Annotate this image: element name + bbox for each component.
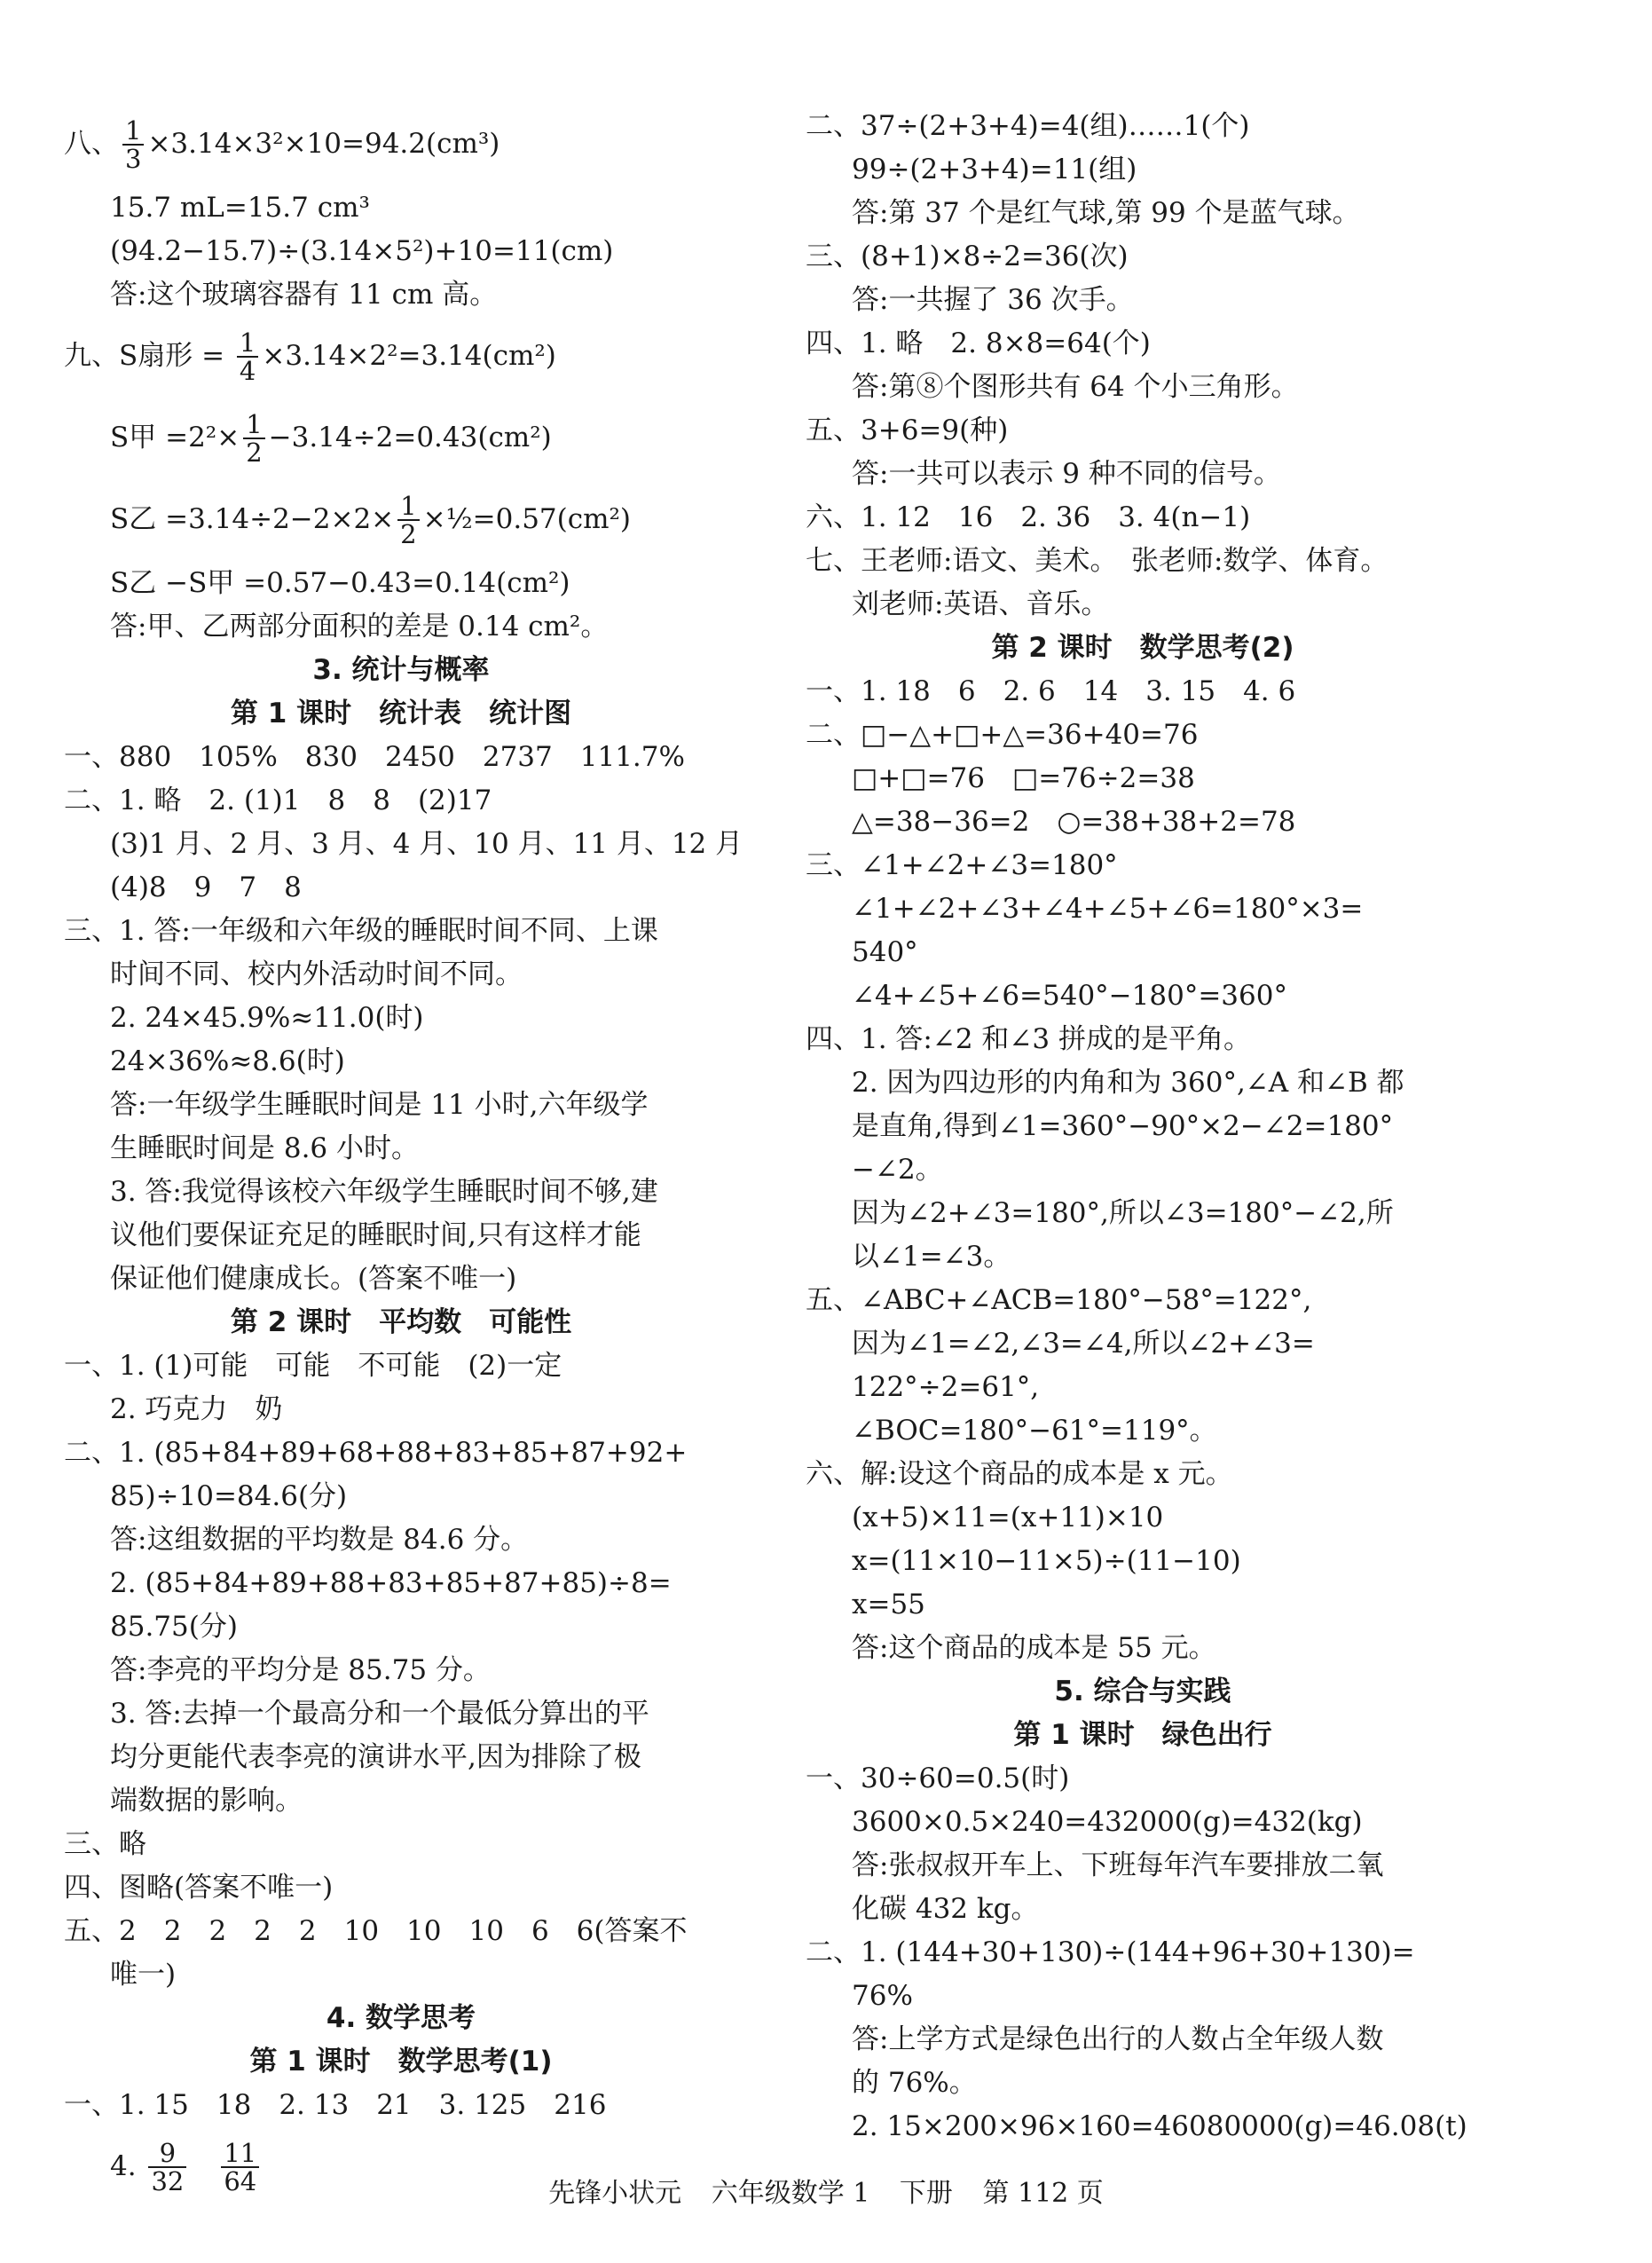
answer-line: 答:这组数据的平均数是 84.6 分。 [110, 1524, 529, 1556]
fraction-numerator: 1 [397, 493, 419, 521]
text-run: −3.14÷2=0.43(cm²) [268, 421, 552, 453]
text-run: 九、S扇形 = [64, 339, 233, 372]
text-run: ×3.14×2²=3.14(cm²) [262, 339, 556, 372]
answer-line: 以∠1=∠3。 [852, 1241, 1011, 1273]
answer-line: 答:一共握了 36 次手。 [852, 284, 1134, 316]
fraction-denominator: 4 [239, 356, 256, 387]
fraction-numerator: 1 [237, 329, 258, 358]
answer-line: 是直角,得到∠1=360°−90°×2−∠2=180° [852, 1110, 1394, 1142]
answer-line: 的 76%。 [852, 2067, 977, 2099]
answer-line: (3)1 月、2 月、3 月、4 月、10 月、11 月、12 月 [110, 828, 743, 860]
answer-line: 一、1. 18 6 2. 6 14 3. 15 4. 6 [806, 675, 1296, 707]
fraction-denominator: 2 [246, 438, 263, 469]
fraction-numerator: 1 [122, 117, 144, 146]
fraction-denominator: 64 [224, 2166, 257, 2197]
answer-line: 答:上学方式是绿色出行的人数占全年级人数 [852, 2023, 1384, 2055]
fraction-numerator: 1 [243, 411, 264, 439]
answer-line: 五、2 2 2 2 2 10 10 10 6 6(答案不 [64, 1915, 688, 1947]
fraction [397, 493, 419, 548]
answer-line: △=38−36=2 ○=38+38+2=78 [852, 806, 1296, 838]
fraction-numerator: 9 [148, 2140, 186, 2168]
text-run: 4. [110, 2149, 146, 2182]
answer-line: 答:第⑧个图形共有 64 个小三角形。 [852, 371, 1299, 403]
answer-line: 2. 因为四边形的内角和为 360°,∠A 和∠B 都 [852, 1067, 1404, 1099]
answer-line-with-fraction [64, 105, 738, 186]
fraction-denominator: 3 [125, 144, 142, 175]
answer-line: 540° [852, 936, 918, 968]
section-heading: 4. 数学思考 [326, 2002, 476, 2034]
answer-line: 答:一共可以表示 9 种不同的信号。 [852, 458, 1281, 490]
footer-volume: 下册 [899, 2178, 953, 2209]
text-run: S甲 =2²× [110, 421, 240, 453]
answer-line: 二、1. (85+84+89+68+88+83+85+87+92+ [64, 1437, 688, 1469]
answer-line-with-fraction [64, 480, 738, 562]
answer-line: x=(11×10−11×5)÷(11−10) [852, 1545, 1241, 1577]
answer-line: x=55 [852, 1589, 925, 1620]
answer-line: 85)÷10=84.6(分) [110, 1480, 348, 1512]
answer-line: (4)8 9 7 8 [110, 871, 302, 903]
answer-line: 85.75(分) [110, 1611, 238, 1643]
answer-line: (x+5)×11=(x+11)×10 [852, 1502, 1164, 1534]
answer-line: 三、(8+1)×8÷2=36(次) [806, 240, 1129, 272]
answer-line: 3600×0.5×240=432000(g)=432(kg) [852, 1806, 1363, 1838]
answer-line: 六、解:设这个商品的成本是 x 元。 [806, 1458, 1233, 1490]
fraction [122, 117, 144, 173]
answer-line: ∠4+∠5+∠6=540°−180°=360° [852, 980, 1287, 1012]
answer-line: 二、37÷(2+3+4)=4(组)……1(个) [806, 110, 1250, 142]
answer-line: 二、1. (144+30+130)÷(144+96+30+130)= [806, 1936, 1415, 1968]
answer-line: 3. 答:我觉得该校六年级学生睡眠时间不够,建 [110, 1176, 658, 1208]
answer-line: 15.7 mL=15.7 cm³ [110, 192, 370, 224]
answer-line: 答:第 37 个是红气球,第 99 个是蓝气球。 [852, 197, 1360, 229]
answer-line: 一、880 105% 830 2450 2737 111.7% [64, 741, 685, 773]
answer-line: 刘老师:英语、音乐。 [852, 588, 1109, 620]
footer-brand: 先锋小状元 [548, 2178, 682, 2209]
answer-line: 端数据的影响。 [110, 1785, 303, 1817]
answer-line: 六、1. 12 16 2. 36 3. 4(n−1) [806, 501, 1251, 533]
answer-line: 因为∠1=∠2,∠3=∠4,所以∠2+∠3= [852, 1328, 1315, 1360]
text-run: S乙 =3.14÷2−2×2× [110, 502, 395, 535]
answer-line: (94.2−15.7)÷(3.14×5²)+10=11(cm) [110, 235, 614, 267]
fraction [243, 411, 264, 467]
answer-line: 2. 巧克力 奶 [110, 1393, 283, 1425]
answer-line: 保证他们健康成长。(答案不唯一) [110, 1263, 517, 1295]
section-heading: 第 1 课时 数学思考(1) [249, 2046, 553, 2078]
answer-line: 三、∠1+∠2+∠3=180° [806, 849, 1118, 881]
section-heading: 第 1 课时 统计表 统计图 [230, 698, 572, 729]
answer-line: ∠BOC=180°−61°=119°。 [852, 1415, 1217, 1447]
text-run: ×3.14×3²×10=94.2(cm³) [147, 127, 500, 160]
fraction-numerator: 11 [221, 2140, 259, 2168]
answer-line: 一、1. (1)可能 可能 不可能 (2)一定 [64, 1350, 562, 1382]
answer-line: □+□=76 □=76÷2=38 [852, 762, 1195, 794]
answer-line: −∠2。 [852, 1154, 943, 1186]
section-heading: 第 1 课时 绿色出行 [1013, 1719, 1272, 1751]
answer-line-with-fraction [64, 317, 738, 398]
answer-line: 生睡眠时间是 8.6 小时。 [110, 1132, 420, 1164]
section-heading: 3. 统计与概率 [312, 654, 490, 686]
answer-line: 24×36%≈8.6(时) [110, 1045, 345, 1077]
answer-line: 时间不同、校内外活动时间不同。 [110, 958, 523, 990]
answer-line: 三、1. 答:一年级和六年级的睡眠时间不同、上课 [64, 915, 658, 947]
answer-line: 答:李亮的平均分是 85.75 分。 [110, 1654, 491, 1686]
answer-line: 议他们要保证充足的睡眠时间,只有这样才能 [110, 1219, 641, 1251]
answer-line: 四、1. 略 2. 8×8=64(个) [806, 327, 1151, 359]
fraction-denominator: 32 [151, 2166, 185, 2197]
answer-line: 四、图略(答案不唯一) [64, 1872, 334, 1904]
section-heading: 第 2 课时 平均数 可能性 [230, 1306, 572, 1338]
text-run: ×½=0.57(cm²) [422, 502, 632, 535]
footer-page-number: 第 112 页 [982, 2178, 1104, 2209]
answer-line: 因为∠2+∠3=180°,所以∠3=180°−∠2,所 [852, 1197, 1394, 1229]
answer-line: 一、30÷60=0.5(时) [806, 1762, 1070, 1794]
page-footer [0, 2171, 1652, 2210]
fraction-denominator: 2 [400, 519, 417, 550]
left-column [64, 105, 743, 2209]
answer-line: 五、∠ABC+∠ACB=180°−58°=122°, [806, 1284, 1312, 1316]
answer-line: 二、1. 略 2. (1)1 8 8 (2)17 [64, 785, 492, 816]
answer-line: 一、1. 15 18 2. 13 21 3. 125 216 [64, 2089, 607, 2121]
answer-line: 答:一年级学生睡眠时间是 11 小时,六年级学 [110, 1089, 649, 1121]
answer-line: 三、略 [64, 1828, 146, 1860]
section-heading: 5. 综合与实践 [1054, 1676, 1231, 1707]
answer-line: S乙 −S甲 =0.57−0.43=0.14(cm²) [110, 567, 570, 599]
fraction [237, 329, 258, 385]
answer-line-with-fraction [64, 398, 738, 480]
answer-line: 2. (85+84+89+88+83+85+87+85)÷8= [110, 1567, 672, 1599]
answer-line: 均分更能代表李亮的演讲水平,因为排除了极 [110, 1741, 641, 1773]
answer-line: 化碳 432 kg。 [852, 1893, 1039, 1925]
answer-line: 二、□−△+□+△=36+40=76 [806, 719, 1199, 751]
answer-line: 答:甲、乙两部分面积的差是 0.14 cm²。 [110, 611, 609, 643]
answer-line: 答:这个玻璃容器有 11 cm 高。 [110, 279, 498, 311]
answer-line: 122°÷2=61°, [852, 1371, 1040, 1403]
answer-line: 76% [852, 1980, 913, 2012]
right-column [806, 105, 1480, 2149]
footer-grade: 六年级数学 1 [711, 2178, 870, 2209]
answer-line: 2. 24×45.9%≈11.0(时) [110, 1002, 424, 1034]
answer-line: 答:这个商品的成本是 55 元。 [852, 1632, 1216, 1664]
answer-line: 四、1. 答:∠2 和∠3 拼成的是平角。 [806, 1023, 1251, 1055]
answer-line: 2. 15×200×96×160=46080000(g)=46.08(t) [852, 2110, 1467, 2142]
answer-line: 七、王老师:语文、美术。 张老师:数学、体育。 [806, 545, 1388, 577]
answer-line: 99÷(2+3+4)=11(组) [852, 154, 1137, 185]
text-run: 八、 [64, 127, 119, 160]
answer-line: 3. 答:去掉一个最高分和一个最低分算出的平 [110, 1698, 649, 1730]
answer-line: 答:张叔叔开车上、下班每年汽车要排放二氧 [852, 1849, 1384, 1881]
answer-line: ∠1+∠2+∠3+∠4+∠5+∠6=180°×3= [852, 893, 1364, 925]
section-heading: 第 2 课时 数学思考(2) [991, 632, 1294, 664]
answer-line: 唯一) [110, 1959, 177, 1991]
answer-line: 五、3+6=9(种) [806, 414, 1009, 446]
